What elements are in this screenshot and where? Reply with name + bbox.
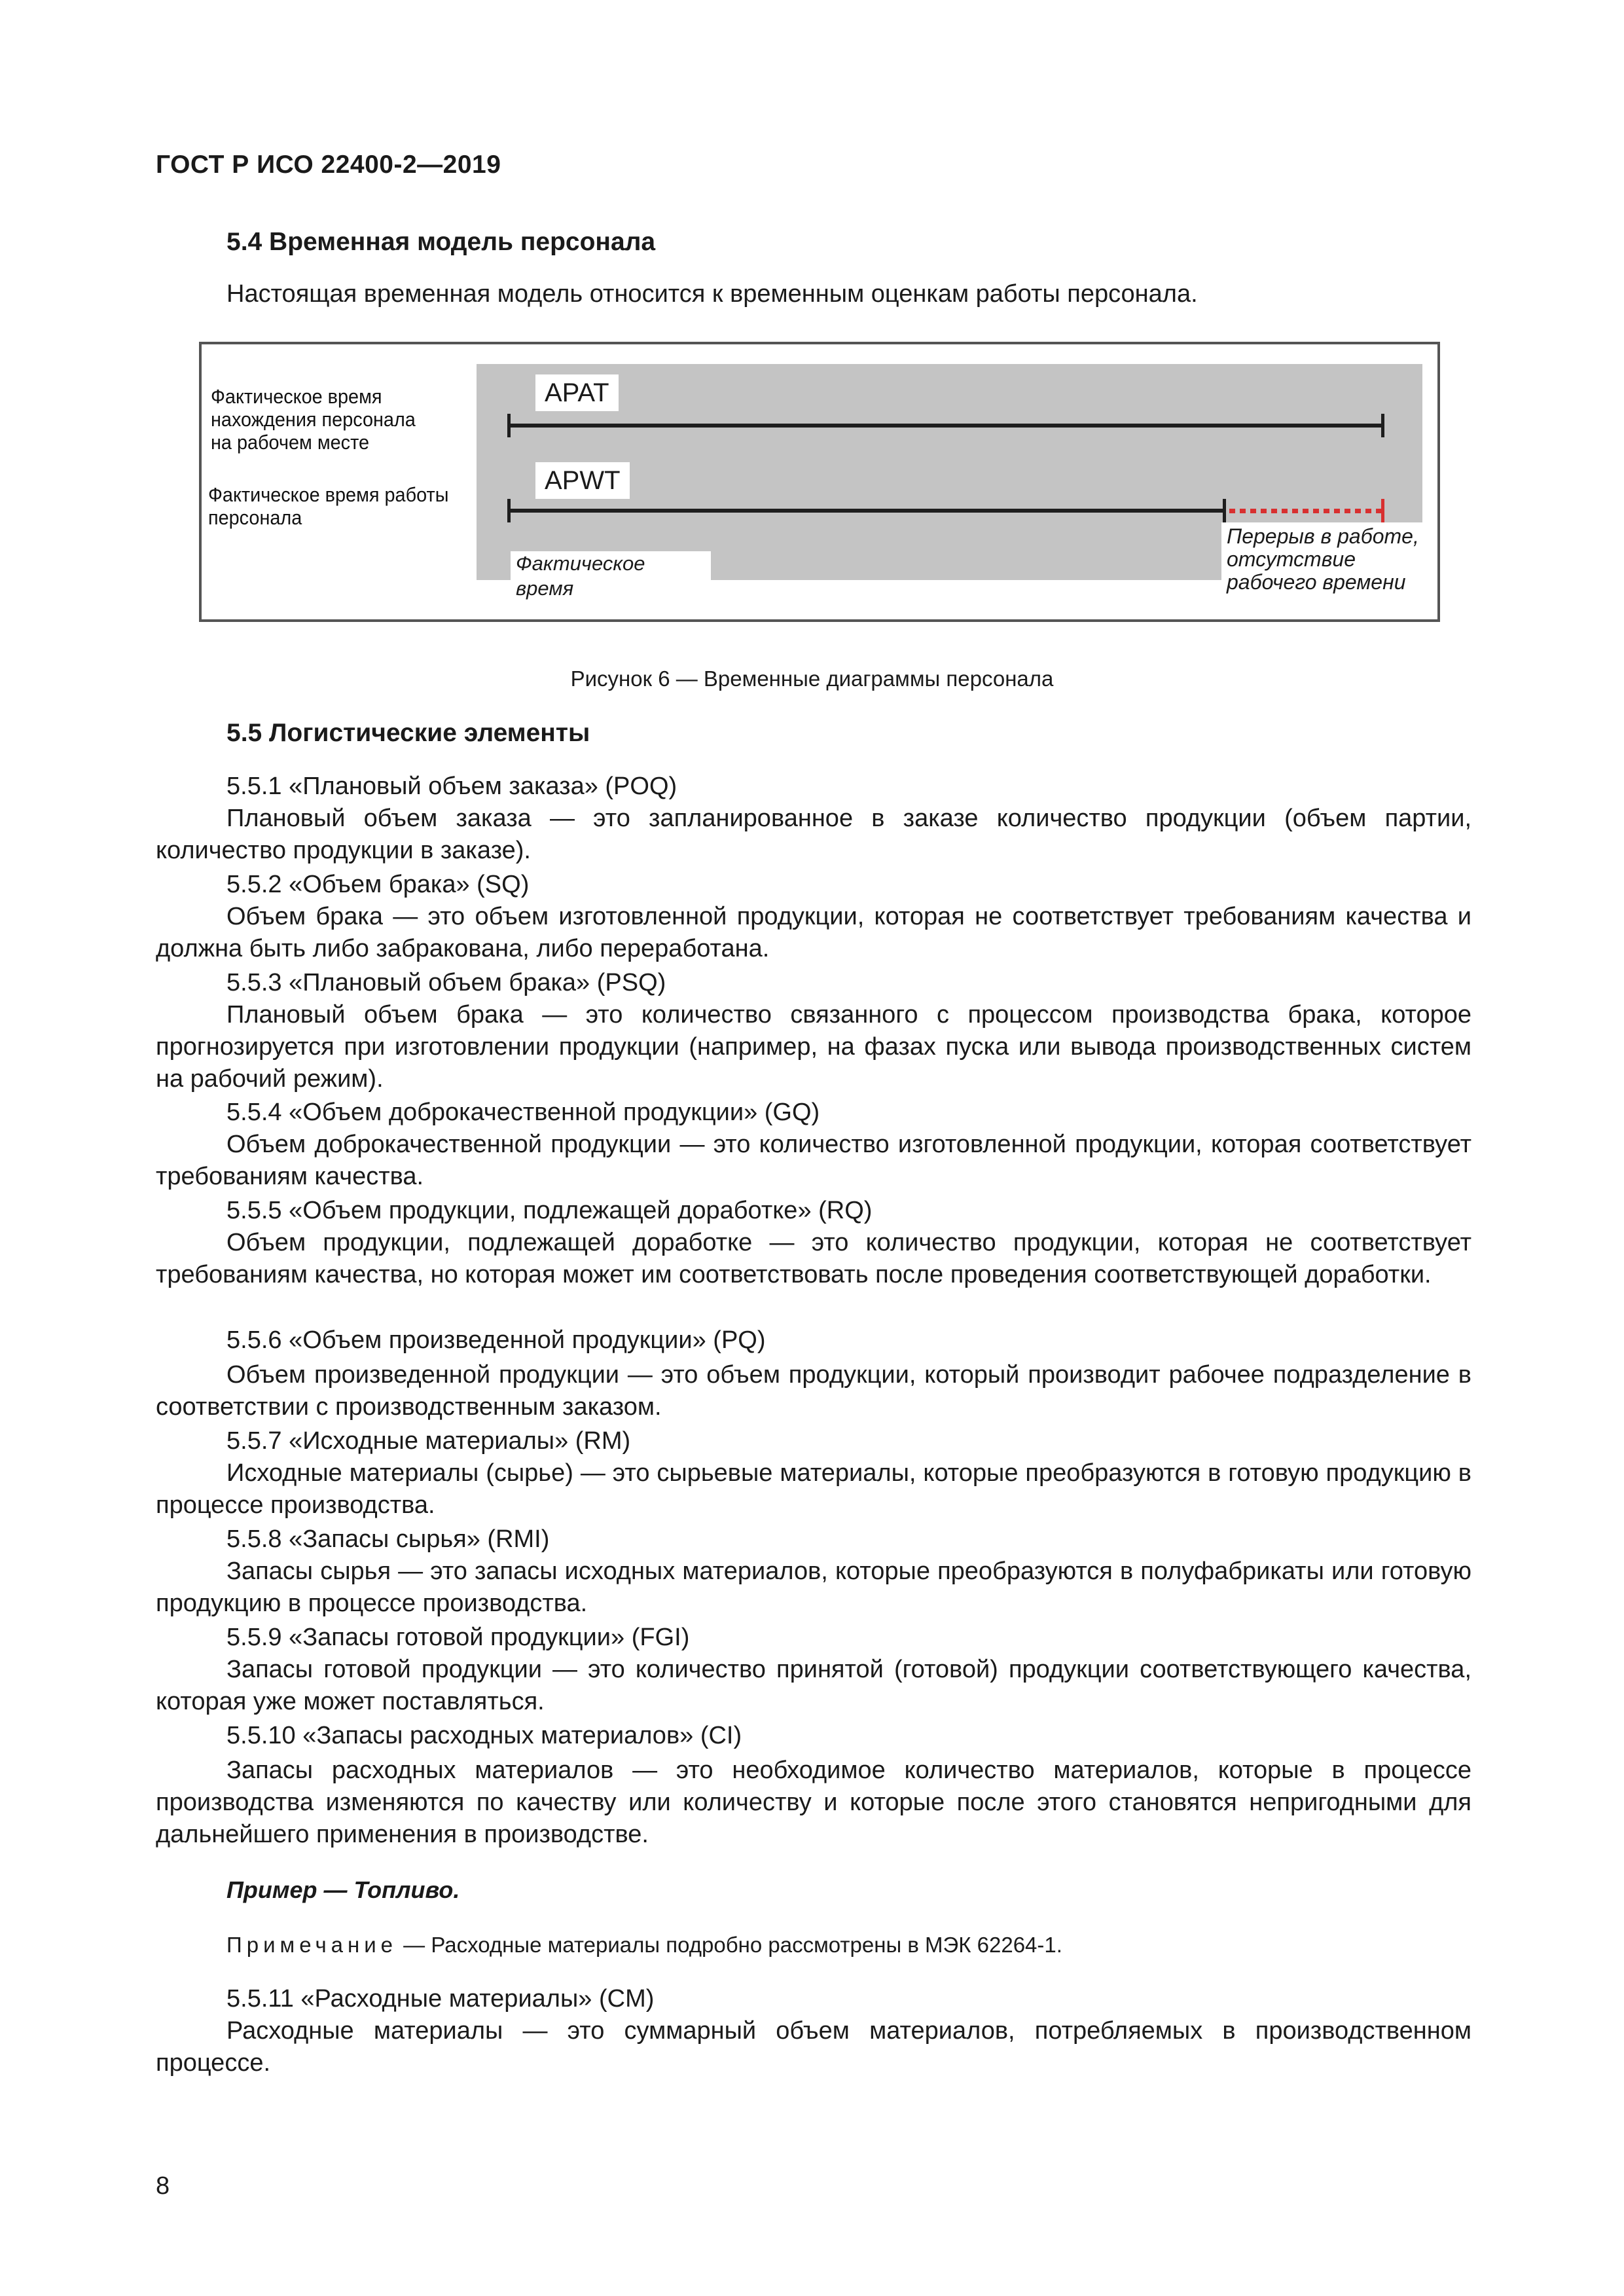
note (226, 1933, 1062, 1958)
document-header: ГОСТ Р ИСО 22400-2—2019 (156, 151, 501, 179)
example-text: Пример — Топливо. (226, 1876, 460, 1903)
clause-heading: 5.5.11 «Расходные материалы» (CM) (226, 1985, 655, 2013)
clause-text: Плановый объем брака — это количество связанного с процессом производства брака, которое прогнозируется при изготовлении продукции (например, на фазах пуска или вывода производственных систем на рабочий режим). (156, 1001, 1471, 1093)
clause-text: Расходные материалы — это суммарный объем материалов, потребляемых в производственном процессе. (156, 2017, 1471, 2077)
row2-label: Фактическое время работы персонала (208, 483, 449, 529)
clause-heading: 5.5.4 «Объем доброкачественной продукции» (GQ) (226, 1099, 820, 1126)
clause-text: Объем произведенной продукции — это объем продукции, который производит рабочее подразделение в соответствии с производственным заказом. (156, 1361, 1471, 1421)
section-5-4-title: 5.4 Временная модель персонала (226, 228, 656, 256)
clause-text: Объем доброкачественной продукции — это количество изготовленной продукции, которая соответствует требованиям качества. (156, 1131, 1471, 1190)
clause-text: Запасы сырья — это запасы исходных материалов, которые преобразуются в полуфабрикаты или готовую продукцию в процессе производства. (156, 1558, 1471, 1617)
figure-caption: Рисунок 6 — Временные диаграммы персонала (570, 666, 1054, 691)
break-label: Перерыв в работе, отсутствие рабочего времени (1221, 522, 1428, 596)
row1-label: Фактическое время нахождения персонала на рабочем месте (211, 385, 416, 454)
clause-text: Запасы готовой продукции — это количество принятой (готовой) продукции соответствующего качества, которая уже может поставляться. (156, 1656, 1471, 1715)
apwt-break-start-tick (1223, 499, 1226, 522)
apat-bar (507, 424, 1384, 428)
clause-heading: 5.5.6 «Объем произведенной продукции» (PQ) (226, 1326, 766, 1354)
break-dotted-line (1229, 509, 1381, 513)
figure-6-time-diagram (199, 342, 1440, 622)
time-axis-label: Фактическое время (511, 551, 711, 601)
clause-text: Объем брака — это объем изготовленной продукции, которая не соответствует требованиям качества и должна быть либо забракована, либо переработана. (156, 903, 1471, 962)
page-number: 8 (156, 2172, 170, 2200)
clause-heading: 5.5.7 «Исходные материалы» (RM) (226, 1427, 631, 1455)
clause-text: Плановый объем заказа — это запланированное в заказе количество продукции (объем партии, количество продукции в заказе). (156, 805, 1471, 864)
clause-heading: 5.5.8 «Запасы сырья» (RMI) (226, 1525, 550, 1553)
break-end-tick (1381, 499, 1384, 522)
apat-tag: APAT (535, 374, 619, 411)
clause-text: Исходные материалы (сырье) — это сырьевые материалы, которые преобразуются в готовую продукцию в процессе производства. (156, 1459, 1471, 1519)
clause-text: Объем продукции, подлежащей доработке — это количество продукции, которая не соответствует требованиям качества, но которая может им соответствовать после проведения соответствующей доработки. (156, 1229, 1471, 1288)
apwt-tag: APWT (535, 462, 630, 499)
clause-text: Запасы расходных материалов — это необходимое количество материалов, которые в процессе производства изменяются по качеству или количеству и которые после этого становятся непригодными для дальнейшего применения в производстве. (156, 1757, 1471, 1848)
apat-end-tick (1381, 414, 1384, 437)
clause-heading: 5.5.10 «Запасы расходных материалов» (CI) (226, 1722, 742, 1749)
section-5-4-intro: Настоящая временная модель относится к временным оценкам работы персонала. (226, 280, 1198, 308)
clause-heading: 5.5.5 «Объем продукции, подлежащей доработке» (RQ) (226, 1197, 873, 1224)
section-5-5-title: 5.5 Логистические элементы (226, 719, 590, 747)
note-label: Примечание (226, 1933, 398, 1957)
note-text: — Расходные материалы подробно рассмотрены в МЭК 62264-1. (397, 1933, 1062, 1957)
clause-heading: 5.5.1 «Плановый объем заказа» (POQ) (226, 773, 677, 800)
clause-heading: 5.5.9 «Запасы готовой продукции» (FGI) (226, 1624, 690, 1651)
clause-heading: 5.5.2 «Объем брака» (SQ) (226, 871, 530, 898)
apwt-bar (507, 509, 1225, 513)
clause-heading: 5.5.3 «Плановый объем брака» (PSQ) (226, 969, 666, 996)
